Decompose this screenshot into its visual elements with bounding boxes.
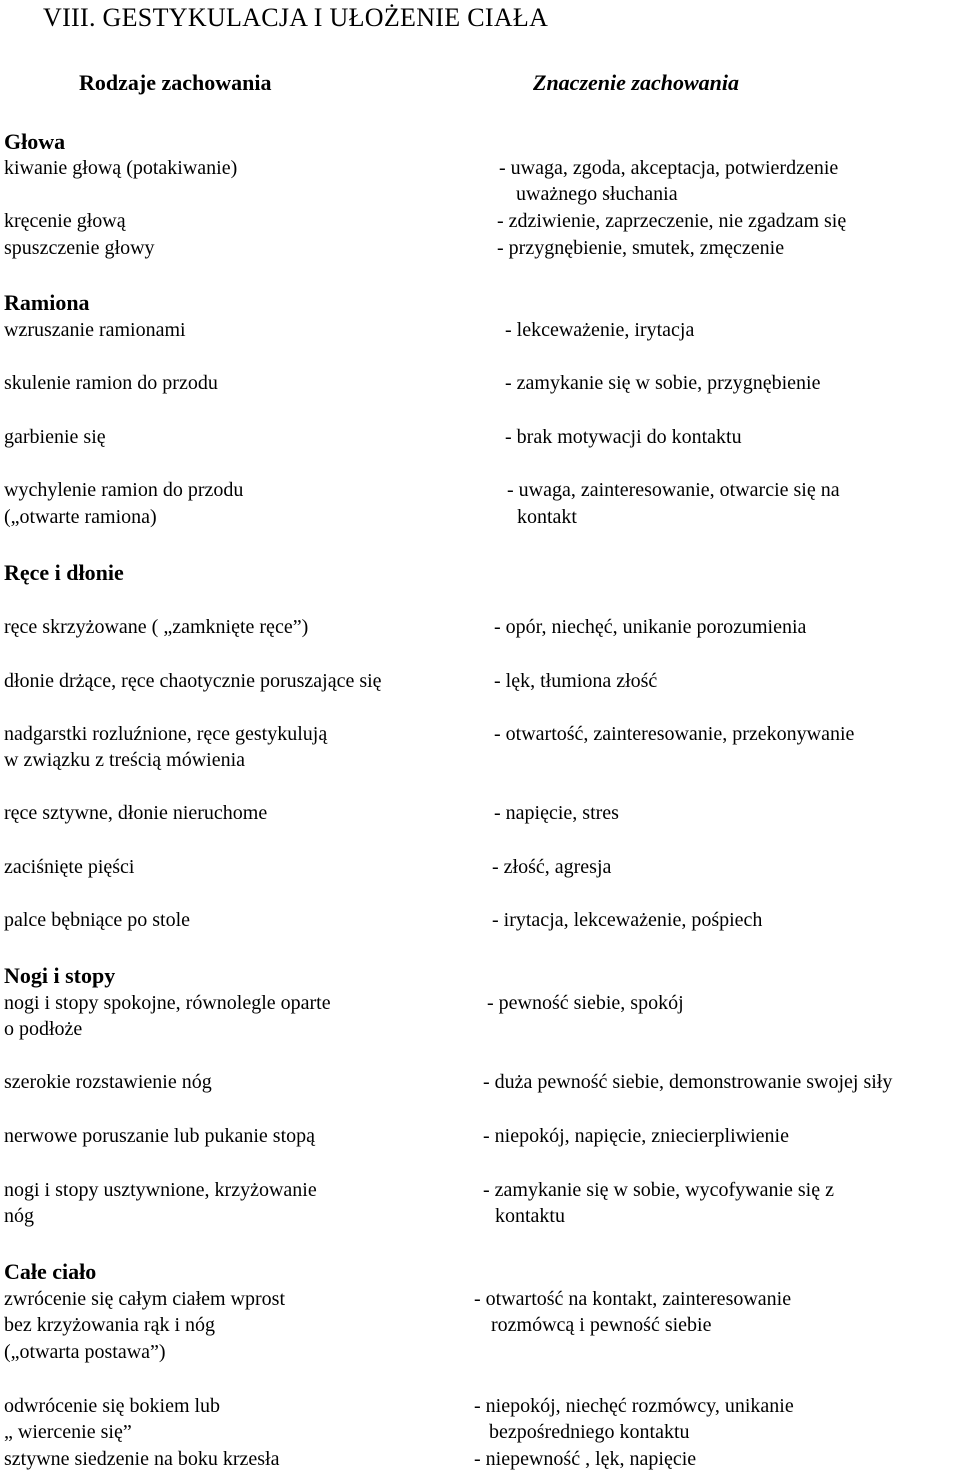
meaning-item: - brak motywacji do kontaktu bbox=[505, 426, 742, 448]
right-column-header: Znaczenie zachowania bbox=[533, 70, 739, 95]
meaning-item: - duża pewność siebie, demonstrowanie swojej siły bbox=[483, 1071, 893, 1093]
behavior-item: nogi i stopy spokojne, równolegle oparte bbox=[4, 992, 331, 1014]
behavior-item: ręce sztywne, dłonie nieruchome bbox=[4, 802, 268, 824]
behavior-item: ręce skrzyżowane ( „zamknięte ręce”) bbox=[4, 616, 309, 638]
behavior-item: spuszczenie głowy bbox=[4, 237, 155, 259]
behavior-item: skulenie ramion do przodu bbox=[4, 372, 218, 394]
section-heading-hands: Ręce i dłonie bbox=[4, 560, 124, 585]
behavior-item: kiwanie głową (potakiwanie) bbox=[4, 157, 238, 179]
meaning-item: - uwaga, zainteresowanie, otwarcie się na bbox=[507, 479, 840, 501]
meaning-item: - niepokój, napięcie, zniecierpliwienie bbox=[483, 1125, 789, 1147]
behavior-item-continued: („otwarte ramiona) bbox=[4, 506, 157, 528]
page-title: VIII. GESTYKULACJA I UŁOŻENIE CIAŁA bbox=[43, 3, 549, 32]
meaning-item-continued: kontaktu bbox=[495, 1205, 565, 1227]
meaning-item: - niepokój, niechęć rozmówcy, unikanie bbox=[474, 1395, 794, 1417]
meaning-item-continued: bezpośredniego kontaktu bbox=[489, 1421, 690, 1443]
section-heading-body: Całe ciało bbox=[4, 1259, 97, 1284]
left-column-header: Rodzaje zachowania bbox=[79, 70, 272, 95]
meaning-item: - lęk, tłumiona złość bbox=[494, 670, 658, 692]
section-heading-head: Głowa bbox=[4, 129, 66, 154]
behavior-item: szerokie rozstawienie nóg bbox=[4, 1071, 212, 1093]
behavior-item: wychylenie ramion do przodu bbox=[4, 479, 244, 501]
meaning-item: - lekceważenie, irytacja bbox=[505, 319, 695, 341]
behavior-item: zwrócenie się całym ciałem wprost bbox=[4, 1288, 285, 1310]
behavior-item-continued: („otwarta postawa”) bbox=[4, 1341, 166, 1363]
meaning-item: - zamykanie się w sobie, wycofywanie się z bbox=[483, 1179, 834, 1201]
behavior-item-continued: „ wiercenie się” bbox=[4, 1421, 132, 1443]
meaning-item: - niepewność , lęk, napięcie bbox=[474, 1448, 697, 1470]
behavior-item: odwrócenie się bokiem lub bbox=[4, 1395, 221, 1417]
section-heading-shoulders: Ramiona bbox=[4, 290, 90, 315]
behavior-item: sztywne siedzenie na boku krzesła bbox=[4, 1448, 280, 1470]
behavior-item-continued: w związku z treścią mówienia bbox=[4, 749, 246, 771]
behavior-item: palce bębniące po stole bbox=[4, 909, 191, 931]
behavior-item: dłonie drżące, ręce chaotycznie poruszające się bbox=[4, 670, 382, 692]
behavior-item: nerwowe poruszanie lub pukanie stopą bbox=[4, 1125, 316, 1147]
meaning-item: - otwartość, zainteresowanie, przekonywanie bbox=[494, 723, 855, 745]
meaning-item: - uwaga, zgoda, akceptacja, potwierdzenie bbox=[499, 157, 839, 179]
behavior-item-continued: bez krzyżowania rąk i nóg bbox=[4, 1314, 216, 1336]
meaning-item: - zdziwienie, zaprzeczenie, nie zgadzam się bbox=[497, 210, 847, 232]
meaning-item: - otwartość na kontakt, zainteresowanie bbox=[474, 1288, 792, 1310]
meaning-item: - pewność siebie, spokój bbox=[487, 992, 684, 1014]
section-heading-legs: Nogi i stopy bbox=[4, 963, 116, 988]
meaning-item: - napięcie, stres bbox=[494, 802, 619, 824]
meaning-item-continued: uważnego słuchania bbox=[516, 183, 678, 205]
meaning-item: - opór, niechęć, unikanie porozumienia bbox=[494, 616, 807, 638]
meaning-item-continued: kontakt bbox=[517, 506, 577, 528]
behavior-item: wzruszanie ramionami bbox=[4, 319, 186, 341]
meaning-item: - złość, agresja bbox=[492, 856, 612, 878]
meaning-item: - irytacja, lekceważenie, pośpiech bbox=[492, 909, 763, 931]
meaning-item: - przygnębienie, smutek, zmęczenie bbox=[497, 237, 785, 259]
meaning-item: - zamykanie się w sobie, przygnębienie bbox=[505, 372, 821, 394]
meaning-item-continued: rozmówcą i pewność siebie bbox=[491, 1314, 712, 1336]
behavior-item-continued: nóg bbox=[4, 1205, 34, 1227]
behavior-item: nogi i stopy usztywnione, krzyżowanie bbox=[4, 1179, 317, 1201]
behavior-item: zaciśnięte pięści bbox=[4, 856, 135, 878]
behavior-item: nadgarstki rozluźnione, ręce gestykulują bbox=[4, 723, 328, 745]
behavior-item: garbienie się bbox=[4, 426, 106, 448]
behavior-item: kręcenie głową bbox=[4, 210, 126, 232]
behavior-item-continued: o podłoże bbox=[4, 1018, 83, 1040]
